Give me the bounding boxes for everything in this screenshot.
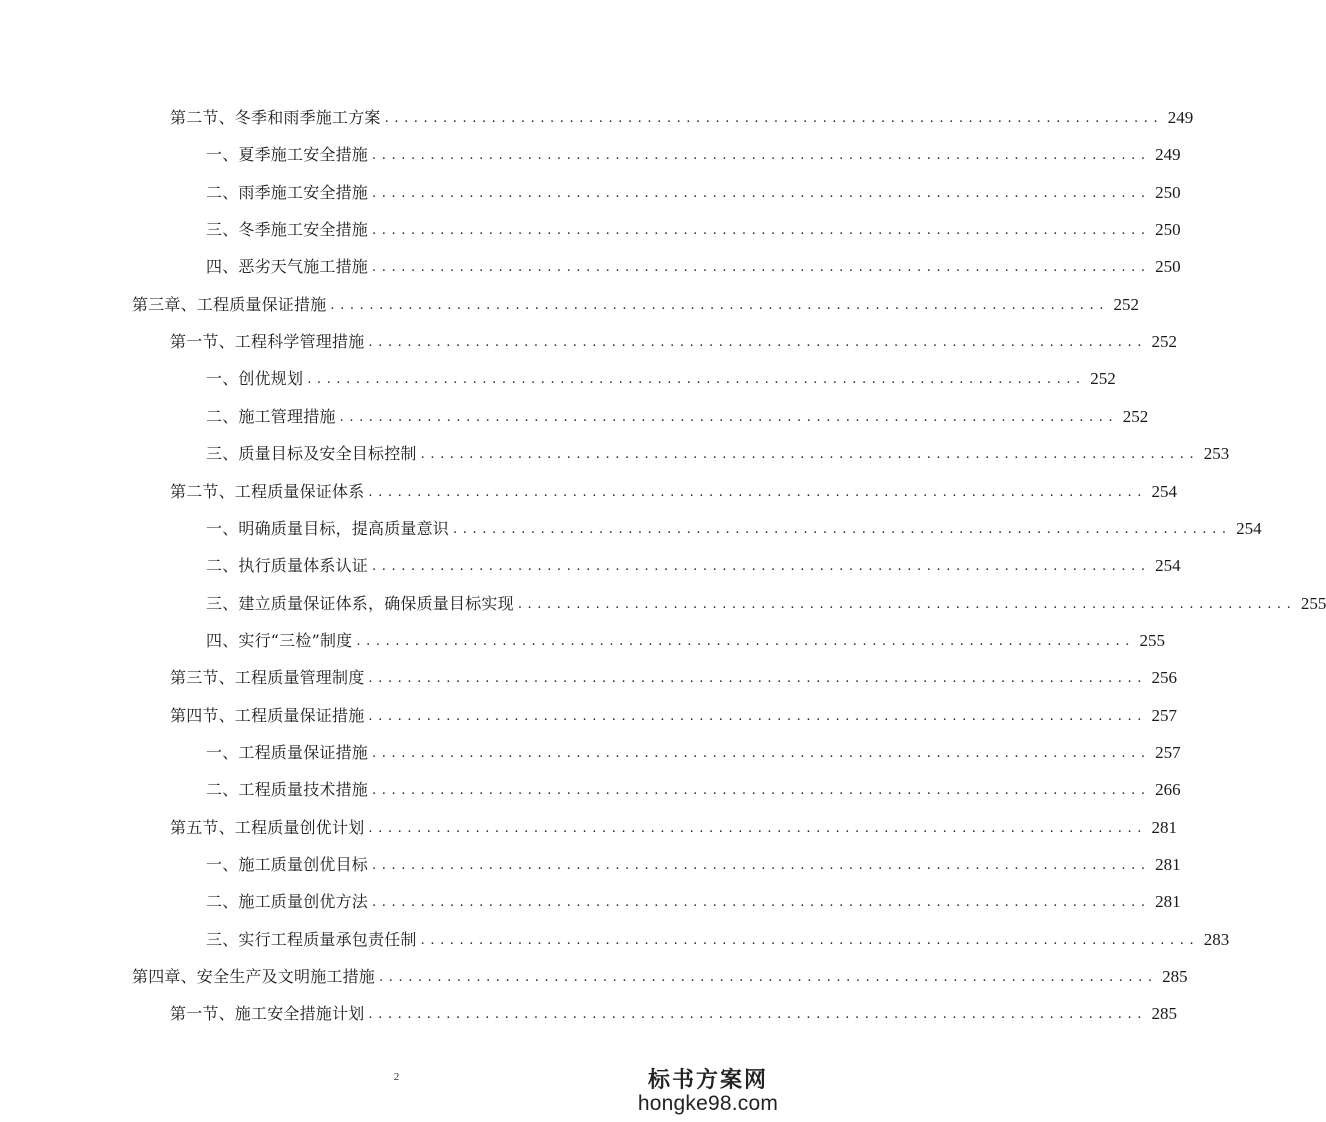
toc-leader-dots: ................................................................................ (372, 186, 1151, 201)
toc-entry[interactable] (206, 435, 1230, 472)
toc-entry-label: 第四章、安全生产及文明施工措施 (132, 966, 376, 986)
toc-leader-dots: ................................................................................ (368, 821, 1147, 836)
toc-entry-label: 二、执行质量体系认证 (206, 555, 369, 575)
toc-entry-page: 250 (1155, 257, 1181, 276)
toc-entry-label: 四、实行“三检”制度 (206, 630, 353, 650)
toc-entry[interactable] (206, 547, 1181, 584)
page-number: 2 (393, 1071, 400, 1083)
toc-entry[interactable] (206, 771, 1181, 808)
toc-entry-label: 一、工程质量保证措施 (206, 742, 369, 762)
toc-entry[interactable] (206, 248, 1181, 285)
toc-entry-label: 三、质量目标及安全目标控制 (206, 443, 417, 463)
toc-entry[interactable] (206, 398, 1149, 435)
toc-entry[interactable] (206, 360, 1116, 397)
toc-leader-dots: ................................................................................ (356, 634, 1135, 649)
toc-leader-dots: ................................................................................ (384, 111, 1164, 126)
toc-entry-label: 二、雨季施工安全措施 (206, 182, 369, 202)
toc-entry-page: 254 (1155, 556, 1181, 575)
toc-entry-label: 第二节、工程质量保证体系 (170, 481, 365, 501)
toc-entry[interactable] (170, 995, 1177, 1032)
toc-entry-label: 第五节、工程质量创优计划 (170, 817, 365, 837)
toc-entry[interactable] (170, 473, 1177, 510)
toc-entry[interactable] (132, 286, 1139, 323)
toc-entry-page: 281 (1151, 818, 1177, 837)
toc-leader-dots: ................................................................................ (372, 559, 1151, 574)
toc-entry[interactable] (206, 136, 1181, 173)
toc-entry-page: 250 (1155, 220, 1181, 239)
toc-leader-dots: ................................................................................ (372, 783, 1151, 798)
toc-entry[interactable] (170, 697, 1177, 734)
toc-entry-label: 三、建立质量保证体系，确保质量目标实现 (206, 593, 514, 613)
toc-entry[interactable] (206, 622, 1165, 659)
toc-leader-dots: ................................................................................ (368, 1007, 1147, 1022)
toc-entry-page: 255 (1139, 631, 1165, 650)
toc-entry[interactable] (206, 734, 1181, 771)
toc-leader-dots: ................................................................................ (368, 709, 1147, 724)
toc-entry-page: 285 (1162, 967, 1188, 986)
toc-leader-dots: ................................................................................ (517, 597, 1297, 612)
toc-entry[interactable] (132, 958, 1188, 995)
toc-entry-label: 四、恶劣天气施工措施 (206, 256, 369, 276)
toc-leader-dots: ................................................................................ (368, 671, 1147, 686)
toc-leader-dots: ................................................................................ (372, 895, 1151, 910)
toc-entry-page: 256 (1151, 668, 1177, 687)
toc-entry-page: 249 (1155, 145, 1181, 164)
toc-entry[interactable] (170, 99, 1194, 136)
toc-entry-page: 281 (1155, 892, 1181, 911)
toc-leader-dots: ................................................................................ (372, 858, 1151, 873)
toc-leader-dots: ................................................................................ (307, 372, 1086, 387)
toc-entry-label: 第二节、冬季和雨季施工方案 (170, 107, 381, 127)
toc-entry-page: 255 (1300, 594, 1326, 613)
toc-entry-label: 第三章、工程质量保证措施 (132, 294, 327, 314)
toc-leader-dots: ................................................................................ (453, 522, 1232, 537)
toc-entry-page: 250 (1155, 183, 1181, 202)
toc-entry[interactable] (206, 510, 1262, 547)
toc-entry-label: 一、施工质量创优目标 (206, 854, 369, 874)
toc-entry-label: 二、施工管理措施 (206, 406, 336, 426)
toc-entry-label: 第四节、工程质量保证措施 (170, 705, 365, 725)
toc-entry[interactable] (170, 809, 1177, 846)
toc-leader-dots: ................................................................................ (420, 933, 1200, 948)
toc-entry[interactable] (206, 883, 1181, 920)
toc-entry[interactable] (206, 921, 1230, 958)
toc-entry-label: 三、冬季施工安全措施 (206, 219, 369, 239)
toc-entry-label: 第三节、工程质量管理制度 (170, 667, 365, 687)
toc-entry-label: 二、工程质量技术措施 (206, 779, 369, 799)
toc-entry-label: 一、明确质量目标，提高质量意识 (206, 518, 450, 538)
toc-leader-dots: ................................................................................ (372, 746, 1151, 761)
toc-entry-page: 283 (1203, 930, 1230, 949)
toc-leader-dots: ................................................................................ (420, 447, 1200, 462)
watermark (633, 1068, 783, 1115)
toc-entry[interactable] (206, 211, 1181, 248)
toc-entry[interactable] (206, 585, 1326, 622)
toc-entry-page: 257 (1151, 706, 1177, 725)
toc-entry-page: 253 (1203, 444, 1230, 463)
toc-leader-dots: ................................................................................ (368, 335, 1147, 350)
toc-leader-dots: ................................................................................ (339, 410, 1119, 425)
toc-entry-label: 三、实行工程质量承包责任制 (206, 929, 417, 949)
toc-entry-page: 266 (1155, 780, 1181, 799)
toc-entry-page: 257 (1155, 743, 1181, 762)
toc-entry-page: 252 (1113, 295, 1139, 314)
toc-entry-page: 249 (1167, 108, 1194, 127)
toc-entry-label: 一、夏季施工安全措施 (206, 144, 369, 164)
toc-entry-page: 252 (1122, 407, 1149, 426)
toc-entry-label: 第一节、施工安全措施计划 (170, 1003, 365, 1023)
toc-entry[interactable] (170, 323, 1177, 360)
toc-entry[interactable] (170, 659, 1177, 696)
toc-entry[interactable] (206, 846, 1181, 883)
toc-entry-label: 第一节、工程科学管理措施 (170, 331, 365, 351)
toc-entry-label: 一、创优规划 (206, 368, 304, 388)
toc-leader-dots: ................................................................................ (330, 298, 1109, 313)
toc-leader-dots: ................................................................................ (379, 970, 1158, 985)
toc-leader-dots: ................................................................................ (372, 148, 1151, 163)
watermark-title: 标书方案网 (647, 1067, 768, 1093)
toc-entry-page: 252 (1090, 369, 1116, 388)
toc-entry-page: 285 (1151, 1004, 1177, 1023)
toc-entry-label: 二、施工质量创优方法 (206, 891, 369, 911)
watermark-url: hongke98.com (637, 1092, 779, 1116)
toc-entry[interactable] (206, 174, 1181, 211)
toc-leader-dots: ................................................................................ (372, 260, 1151, 275)
toc-leader-dots: ................................................................................ (372, 223, 1151, 238)
toc-entry-page: 254 (1151, 482, 1177, 501)
toc-leader-dots: ................................................................................ (368, 485, 1147, 500)
toc-entry-page: 281 (1155, 855, 1181, 874)
toc-entry-page: 252 (1151, 332, 1177, 351)
toc-entry-page: 254 (1236, 519, 1262, 538)
